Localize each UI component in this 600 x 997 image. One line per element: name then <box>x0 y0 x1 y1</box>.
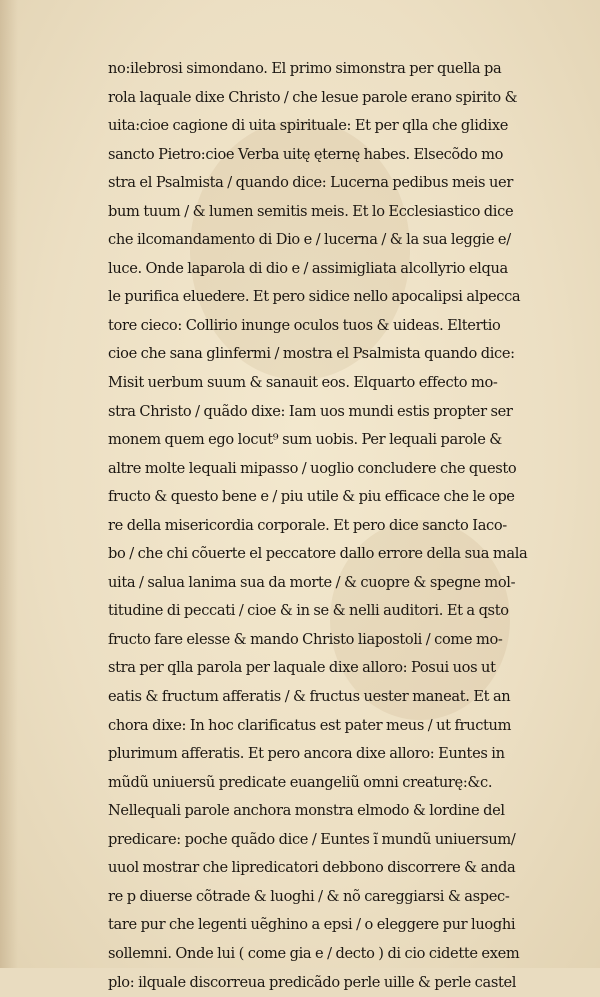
text-line: uita:cioe cagione di uita spirituale: Et per qlla che glidixe <box>108 112 546 141</box>
text-line: uuol mostrar che lipredicatori debbono discorrere & anda <box>108 854 546 883</box>
text-line: tare pur che legenti uẽghino a epsi / o eleggere pur luoghi <box>108 911 546 940</box>
text-line: Nellequali parole anchora monstra elmodo & lordine del <box>108 797 546 826</box>
text-line: stra el Psalmista / quando dice: Lucerna pedibus meis uer <box>108 169 546 198</box>
text-line: plurimum afferatis. Et pero ancora dixe alloro: Euntes in <box>108 740 546 769</box>
text-line: bo / che chi cõuerte el peccatore dallo errore della sua mala <box>108 540 546 569</box>
text-line: stra per qlla parola per laquale dixe alloro: Posui uos ut <box>108 654 546 683</box>
text-line: tore cieco: Collirio inunge oculos tuos & uideas. Eltertio <box>108 312 546 341</box>
text-line: le purifica eluedere. Et pero sidice nello apocalipsi alpecca <box>108 283 546 312</box>
text-line: fructo & questo bene e / piu utile & piu efficace che le ope <box>108 483 546 512</box>
text-line: sancto Pietro:cioe Verba uitę ęternę habes. Elsecõdo mo <box>108 141 546 170</box>
text-line: mũdũ uniuersũ predicate euangeliũ omni creaturę:&c. <box>108 769 546 798</box>
text-line: altre molte lequali mipasso / uoglio concludere che questo <box>108 455 546 484</box>
text-line: monem quem ego locut⁹ sum uobis. Per lequali parole & <box>108 426 546 455</box>
text-line: no:ilebrosi simondano. El primo simonstra per quella pa <box>108 55 546 84</box>
text-line: bum tuum / & lumen semitis meis. Et lo Ecclesiastico dice <box>108 198 546 227</box>
text-line: luce. Onde laparola di dio e / assimigliata alcollyrio elqua <box>108 255 546 284</box>
text-line: eatis & fructum afferatis / & fructus uester maneat. Et an <box>108 683 546 712</box>
text-line: predicare: poche quãdo dice / Euntes ĩ mundũ uniuersum/ <box>108 826 546 855</box>
text-line: fructo fare elesse & mando Christo liapostoli / come mo- <box>108 626 546 655</box>
text-line: che ilcomandamento di Dio e / lucerna / & la sua leggie e/ <box>108 226 546 255</box>
text-line: rola laquale dixe Christo / che lesue parole erano spirito & <box>108 84 546 113</box>
text-line: uita / salua lanima sua da morte / & cuopre & spegne mol- <box>108 569 546 598</box>
text-line: re della misericordia corporale. Et pero dice sancto Iaco- <box>108 512 546 541</box>
text-line: Misit uerbum suum & sanauit eos. Elquarto effecto mo- <box>108 369 546 398</box>
text-line: re p diuerse cõtrade & luoghi / & nõ careggiarsi & aspec- <box>108 883 546 912</box>
text-line: cioe che sana glinfermi / mostra el Psalmista quando dice: <box>108 340 546 369</box>
text-line: sollemni. Onde lui ( come gia e / decto ) di cio cidette exem <box>108 940 546 969</box>
text-line: chora dixe: In hoc clarificatus est pater meus / ut fructum <box>108 712 546 741</box>
page-edge-shadow <box>0 0 18 968</box>
text-line: titudine di peccati / cioe & in se & nelli auditori. Et a qsto <box>108 597 546 626</box>
text-line: plo: ilquale discorreua predicãdo perle uille & perle castel <box>108 969 546 997</box>
body-text <box>108 55 546 997</box>
text-line: stra Christo / quãdo dixe: Iam uos mundi estis propter ser <box>108 398 546 427</box>
